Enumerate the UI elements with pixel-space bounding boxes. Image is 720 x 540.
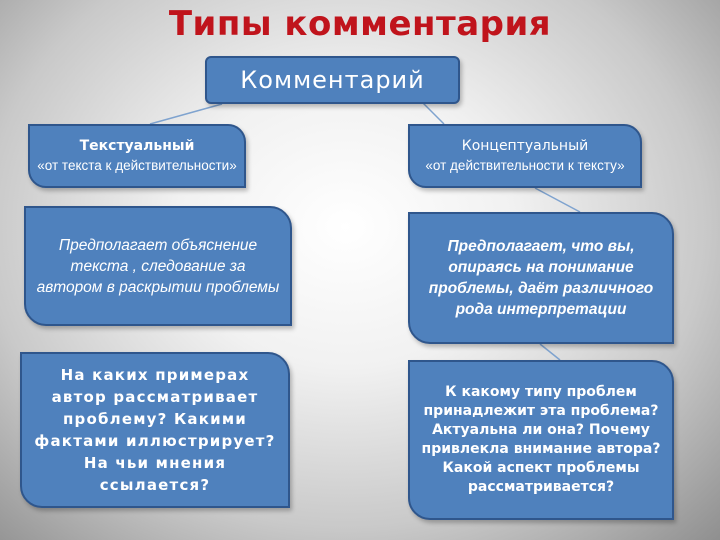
type-conceptual-desc: «от действительности к тексту» <box>425 158 625 173</box>
type-textual-name: Текстуальный <box>79 138 195 154</box>
connector-right-desc-questions <box>540 344 560 360</box>
textual-description-text: Предполагает объяснение текста , следование за автором в раскрытии проблемы <box>36 236 280 296</box>
conceptual-questions-text: К какому типу проблем принадлежит эта проблема? Актуальна ли она? Почему привлекла внимание автора? Какой аспект проблемы рассматривается? <box>421 384 661 495</box>
connector-right-type-desc <box>535 188 580 212</box>
root-label: Комментарий <box>240 66 425 94</box>
type-conceptual-name: Концептуальный <box>461 138 589 154</box>
conceptual-description-box <box>408 212 674 344</box>
connector-root-left <box>150 104 222 124</box>
type-textual-box <box>28 124 246 188</box>
page-title: Типы комментария <box>168 4 552 44</box>
conceptual-description-text: Предполагает, что вы, опираясь на понимание проблемы, даёт различного рода интерпретации <box>428 238 654 318</box>
textual-questions-text: На каких примерах автор рассматривает проблему? Какими фактами иллюстрирует? На чьи мнения ссылается? <box>34 366 276 494</box>
conceptual-questions-box <box>408 360 674 520</box>
type-textual-desc: «от текста к действительности» <box>37 158 237 173</box>
textual-questions-box <box>20 352 290 508</box>
type-conceptual-box <box>408 124 642 188</box>
root-node-commentary <box>205 56 460 104</box>
textual-description-box <box>24 206 292 326</box>
